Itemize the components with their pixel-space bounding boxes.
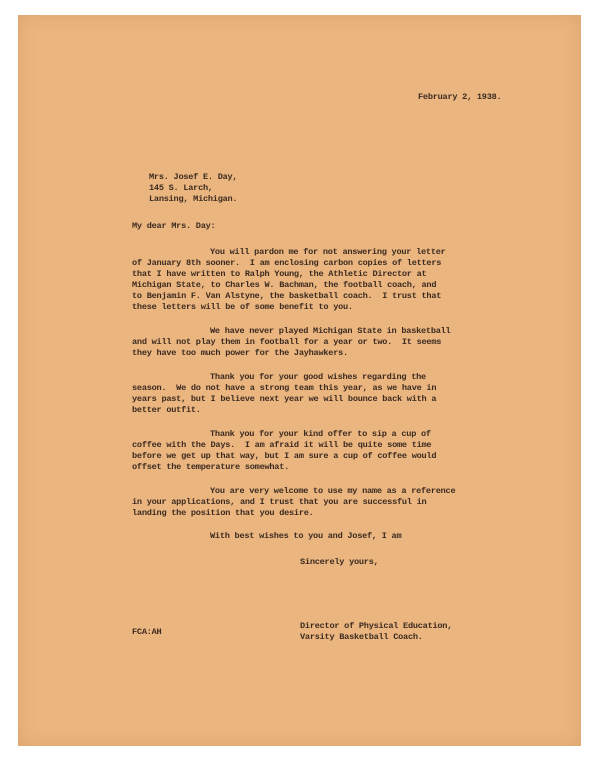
text-line: Thank you for your kind offer to sip a cup of: [210, 429, 431, 439]
text-line: of January 8th sooner. I am enclosing carbon copies of letters: [132, 258, 442, 268]
signature-title: Varsity Basketball Coach.: [300, 632, 423, 642]
text-line: that I have written to Ralph Young, the Athletic Director at: [132, 269, 427, 279]
closing: Sincerely yours,: [300, 557, 379, 567]
letter-date: February 2, 1938.: [418, 92, 502, 102]
text-line: before we get up that way, but I am sure a cup of coffee would: [132, 451, 437, 461]
text-line: these letters will be of some benefit to you.: [132, 302, 353, 312]
text-line: to Benjamin F. Van Alstyne, the basketball coach. I trust that: [132, 291, 442, 301]
text-line: season. We do not have a strong team this year, as we have in: [132, 383, 437, 393]
salutation: My dear Mrs. Day:: [132, 221, 216, 231]
text-line: in your applications, and I trust that you are successful in: [132, 497, 427, 507]
text-line: coffee with the Days. I am afraid it will be quite some time: [132, 440, 432, 450]
text-line: We have never played Michigan State in basketball: [210, 326, 451, 336]
text-line: and will not play them in football for a year or two. It seems: [132, 337, 442, 347]
text-line: Thank you for your good wishes regarding the: [210, 372, 426, 382]
text-line: better outfit.: [132, 405, 201, 415]
letter-page: [18, 15, 581, 746]
text-line: With best wishes to you and Josef, I am: [210, 531, 402, 541]
address-line: Lansing, Michigan.: [149, 194, 238, 204]
text-line: years past, but I believe next year we will bounce back with a: [132, 394, 437, 404]
signature-title: Director of Physical Education,: [300, 621, 453, 631]
text-line: Michigan State, to Charles W. Bachman, the football coach, and: [132, 280, 437, 290]
text-line: landing the position that you desire.: [132, 508, 314, 518]
text-line: You will pardon me for not answering your letter: [210, 247, 446, 257]
address-line: Mrs. Josef E. Day,: [149, 172, 238, 182]
text-line: offset the temperature somewhat.: [132, 462, 290, 472]
address-line: 145 S. Larch,: [149, 183, 213, 193]
text-line: You are very welcome to use my name as a reference: [210, 486, 456, 496]
typist-initials: FCA:AH: [132, 627, 162, 637]
text-line: they have too much power for the Jayhawkers.: [132, 348, 348, 358]
